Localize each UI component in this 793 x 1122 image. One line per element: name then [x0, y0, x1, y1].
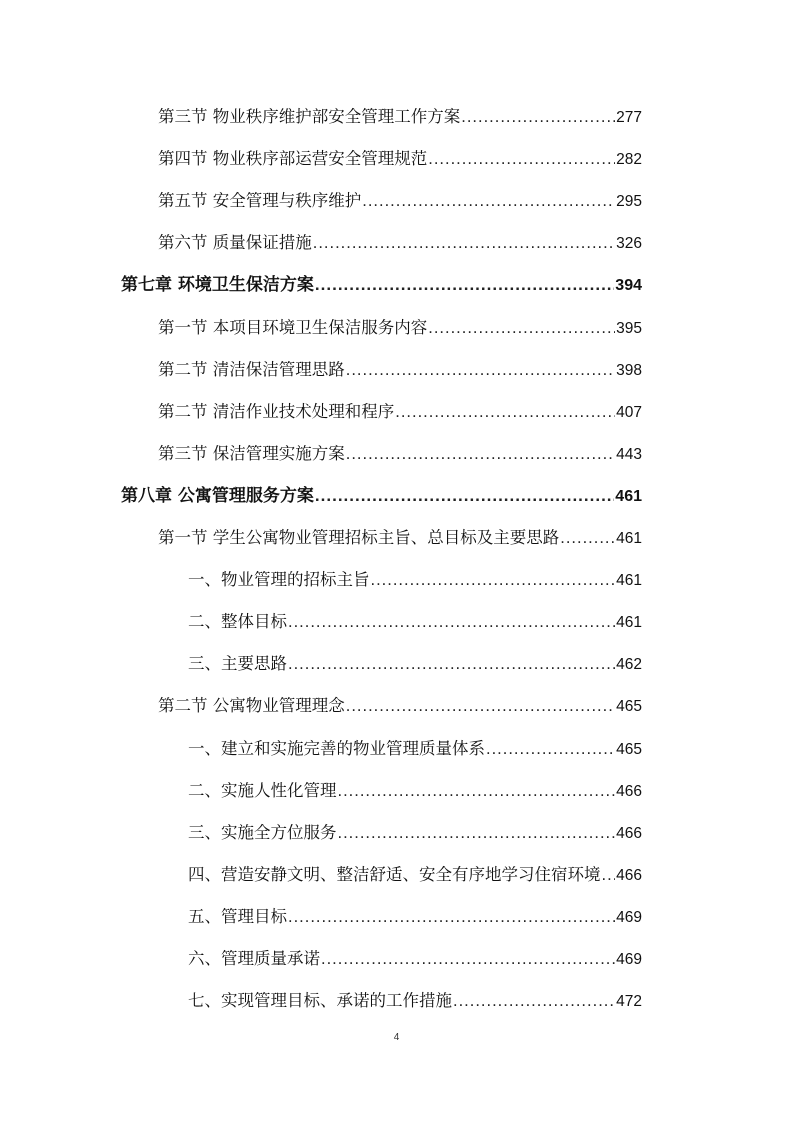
toc-entry-page: 407 [616, 403, 642, 421]
dot-leader [346, 433, 615, 475]
dot-leader [288, 643, 615, 685]
toc-entry-page: 395 [616, 319, 642, 337]
toc-entry-page: 461 [616, 572, 642, 590]
dot-leader [395, 391, 615, 433]
dot-leader [461, 96, 615, 138]
toc-entry-title: 四、营造安静文明、整洁舒适、安全有序地学习住宿环境 [188, 864, 601, 884]
dot-leader [288, 601, 615, 643]
toc-entry-page: 469 [616, 908, 642, 926]
dot-leader [288, 896, 615, 938]
toc-entry-page: 461 [616, 530, 642, 547]
toc-entry-page: 466 [616, 866, 642, 884]
toc-entry[interactable] [158, 391, 642, 433]
toc-entry[interactable] [188, 601, 642, 643]
toc-entry-page: 394 [615, 277, 642, 295]
toc-entry-title: 六、管理质量承诺 [188, 949, 320, 968]
dot-leader [338, 812, 616, 854]
toc-entry-page: 398 [616, 361, 642, 379]
dot-leader [428, 307, 615, 349]
toc-entry-title: 第六节 质量保证措施 [158, 233, 312, 253]
toc-entry[interactable] [188, 896, 642, 938]
toc-entry-title: 第二节 清洁作业技术处理和程序 [158, 401, 395, 421]
toc-entry-title: 七、实现管理目标、承诺的工作措施 [188, 991, 452, 1011]
dot-leader [453, 980, 615, 1022]
toc-entry[interactable] [121, 264, 642, 306]
toc-entry-title: 第五节 安全管理与秩序维护 [158, 191, 362, 211]
toc-entry-title: 一、物业管理的招标主旨 [188, 570, 370, 590]
dot-leader [338, 770, 616, 812]
dot-leader [313, 222, 615, 264]
toc-entry[interactable] [188, 643, 642, 685]
toc-entry-title: 二、整体目标 [188, 612, 287, 632]
toc-entry-title: 第二节 清洁保洁管理思路 [158, 359, 345, 379]
toc-entry[interactable] [121, 475, 642, 517]
toc-entry-page: 465 [616, 698, 642, 716]
toc-entry[interactable] [188, 812, 642, 854]
toc-entry-title: 五、管理目标 [188, 906, 287, 926]
toc-entry-title: 一、建立和实施完善的物业管理质量体系 [188, 738, 485, 758]
toc-entry[interactable] [188, 854, 642, 896]
toc-entry-page: 462 [616, 656, 642, 674]
toc-entry-page: 472 [616, 993, 642, 1011]
toc-entry[interactable] [158, 138, 642, 180]
dot-leader [315, 264, 614, 306]
dot-leader [486, 728, 615, 770]
toc-entry[interactable] [158, 685, 642, 727]
toc-entry[interactable] [158, 349, 642, 391]
toc-entry-title: 三、主要思路 [188, 654, 287, 674]
toc-entry[interactable] [188, 728, 642, 770]
toc-entry-title: 三、实施全方位服务 [188, 822, 337, 842]
toc-entry[interactable] [158, 307, 642, 349]
dot-leader [346, 349, 615, 391]
toc-entry-title: 第二节 公寓物业管理理念 [158, 696, 345, 716]
toc-entry[interactable] [158, 222, 642, 264]
toc-entry-page: 466 [616, 824, 642, 842]
toc-entry[interactable] [188, 770, 642, 812]
page-number: 4 [393, 1032, 400, 1043]
toc-entry-page: 277 [616, 109, 642, 126]
toc-entry-page: 282 [616, 151, 642, 169]
toc-entry[interactable] [158, 96, 642, 138]
toc-entry-title: 第四节 物业秩序部运营安全管理规范 [158, 149, 428, 169]
toc-entry[interactable] [158, 517, 642, 559]
toc-entry-page: 465 [616, 740, 642, 758]
toc-entry-page: 295 [616, 193, 642, 211]
dot-leader [315, 475, 614, 517]
dot-leader [371, 559, 616, 601]
toc-entry-page: 326 [616, 235, 642, 253]
toc-entry-title: 第三节 物业秩序维护部安全管理工作方案 [158, 107, 461, 126]
toc-entry-title: 第一节 学生公寓物业管理招标主旨、总目标及主要思路 [158, 528, 560, 547]
dot-leader [346, 685, 615, 727]
toc-entry-page: 466 [616, 782, 642, 800]
toc-entry-title: 第一节 本项目环境卫生保洁服务内容 [158, 317, 428, 337]
dot-leader [321, 938, 615, 980]
toc-entry[interactable] [158, 433, 642, 475]
toc-entry-page: 461 [615, 487, 642, 505]
toc-entry-title: 第三节 保洁管理实施方案 [158, 443, 345, 463]
toc-entry-page: 469 [616, 951, 642, 968]
toc-entry-title: 第七章 环境卫生保洁方案 [121, 275, 314, 296]
dot-leader [560, 517, 615, 559]
dot-leader [602, 854, 616, 896]
toc-entry-page: 461 [616, 614, 642, 632]
toc-entry-page: 443 [616, 445, 642, 463]
toc-entry[interactable] [158, 180, 642, 222]
dot-leader [428, 138, 615, 180]
toc-entry-title: 二、实施人性化管理 [188, 780, 337, 800]
toc-entry[interactable] [188, 980, 642, 1022]
dot-leader [362, 180, 615, 222]
toc-entry[interactable] [188, 559, 642, 601]
toc-entry[interactable] [188, 938, 642, 980]
toc-entry-title: 第八章 公寓管理服务方案 [121, 485, 314, 506]
